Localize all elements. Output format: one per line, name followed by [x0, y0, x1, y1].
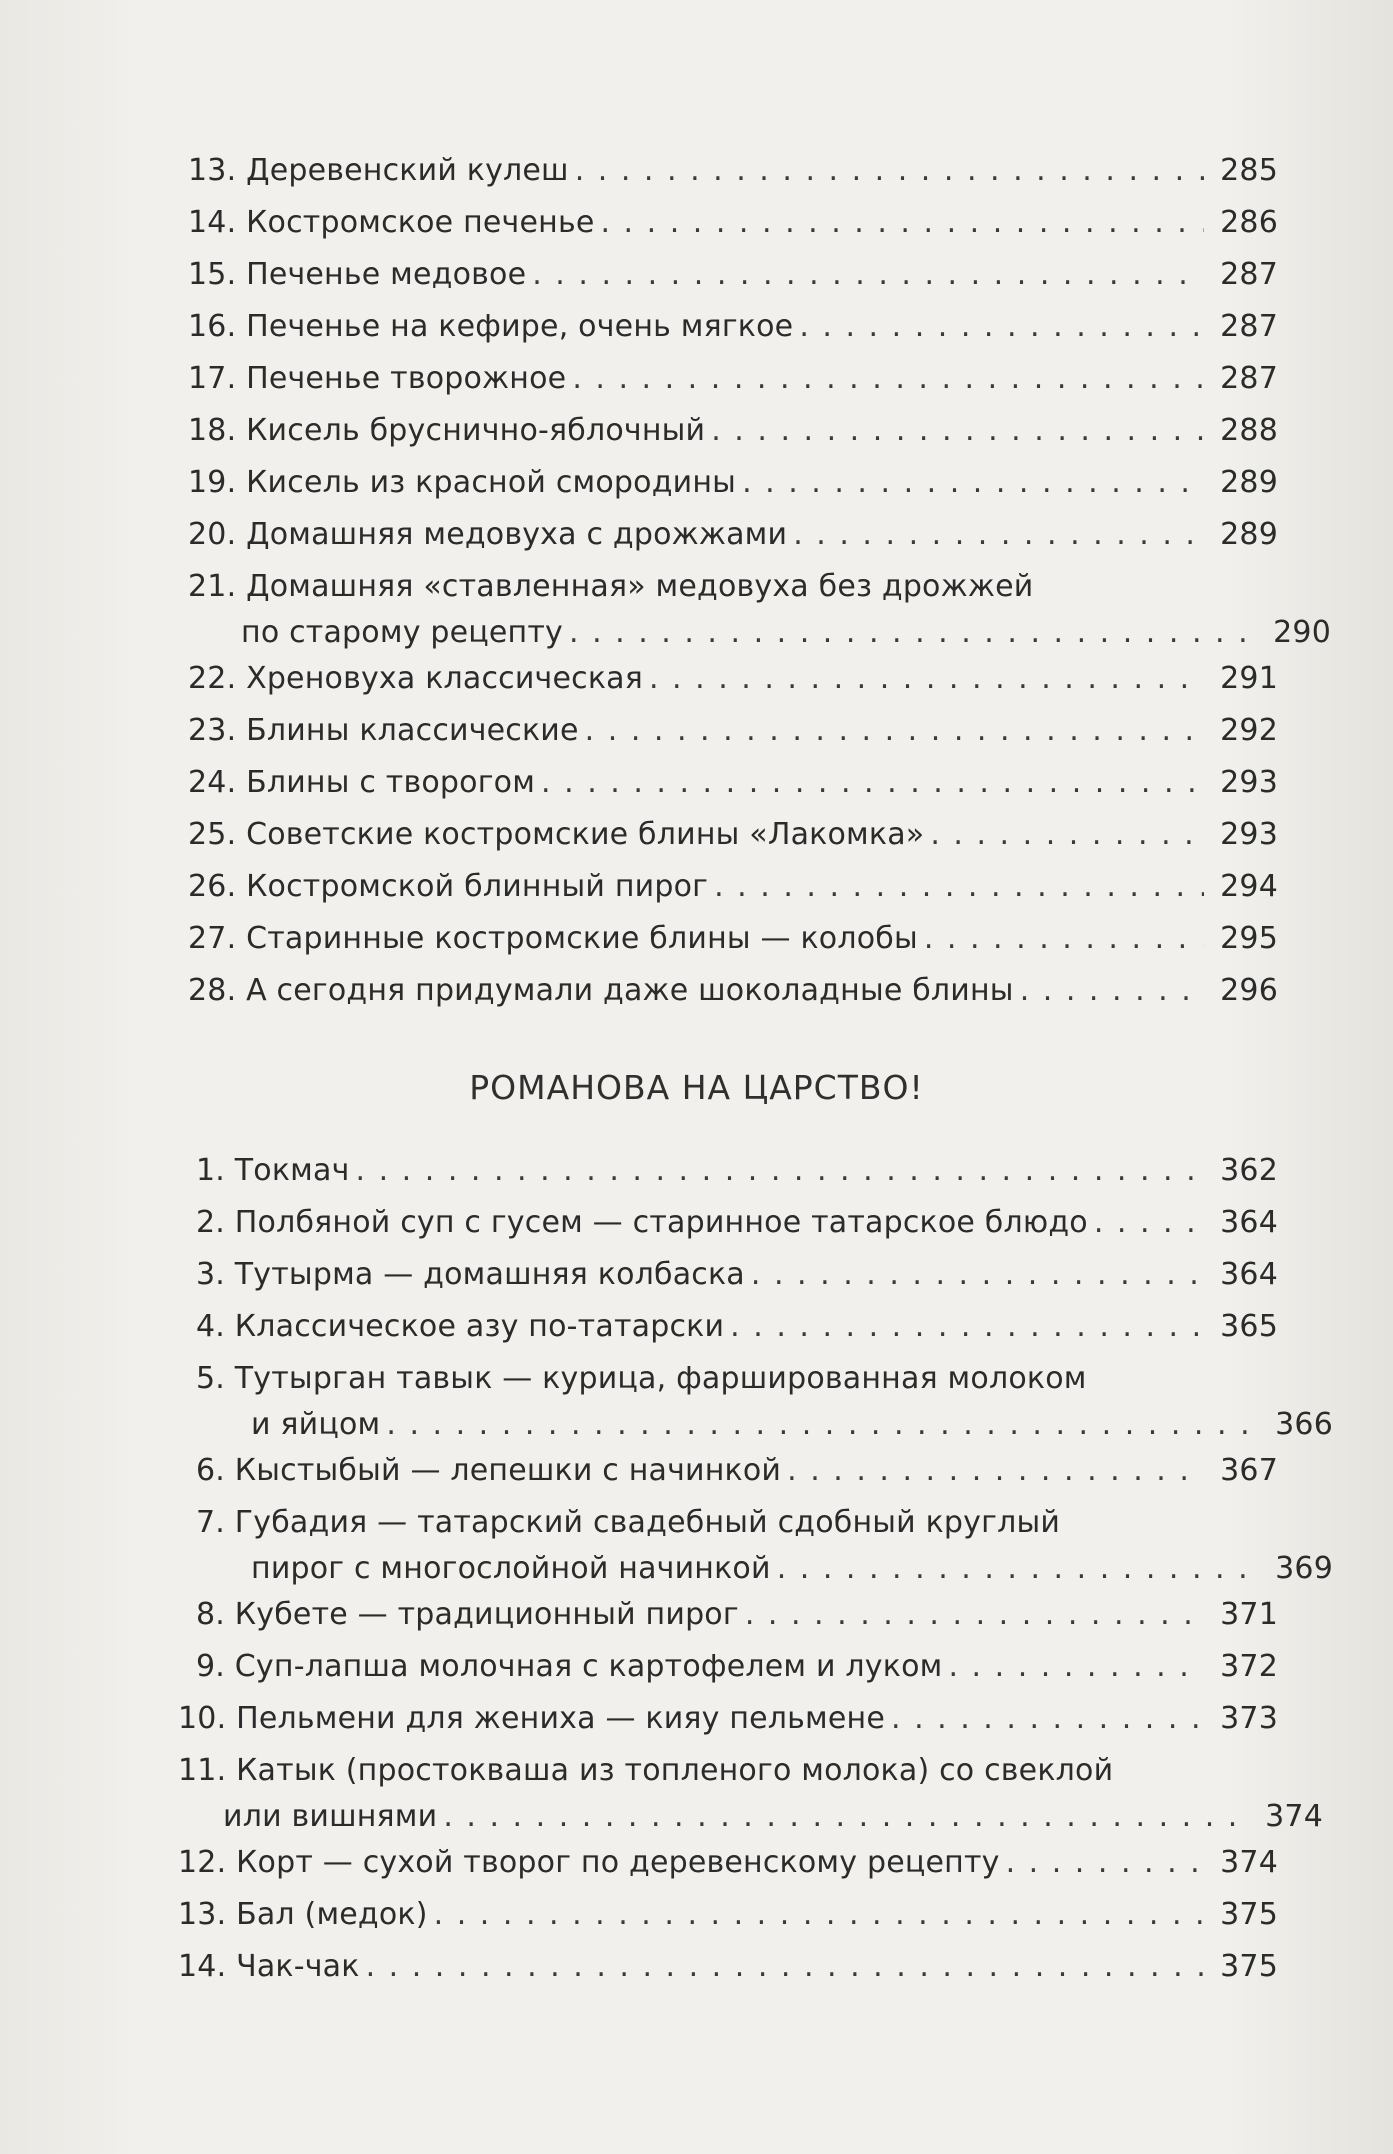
leader-dots	[1006, 1840, 1204, 1886]
toc-entry	[188, 408, 1278, 460]
entry-title: Костромской блинный пирог	[246, 869, 709, 904]
entry-page: 371	[1220, 1597, 1278, 1632]
entry-page: 364	[1220, 1257, 1278, 1292]
leader-dots	[930, 812, 1204, 858]
leader-dots	[649, 656, 1204, 702]
leader-dots	[386, 1402, 1259, 1448]
toc-entry	[188, 512, 1278, 564]
toc-entry	[196, 1252, 1278, 1304]
entry-page: 374	[1265, 1799, 1323, 1834]
entry-number: 6.	[196, 1453, 226, 1488]
entry-number: 28.	[188, 973, 237, 1008]
entry-number: 14.	[188, 205, 237, 240]
entry-page: 287	[1220, 309, 1278, 344]
entry-page: 364	[1220, 1205, 1278, 1240]
toc-entry	[188, 708, 1278, 760]
leader-dots	[366, 1944, 1204, 1990]
toc-entry	[178, 1944, 1278, 1996]
entry-number: 8.	[196, 1597, 226, 1632]
entry-page: 367	[1220, 1453, 1278, 1488]
entry-title: Кубете — традиционный пирог	[234, 1597, 739, 1632]
entry-number: 4.	[196, 1309, 226, 1344]
entry-title-continued: по старому рецепту	[241, 615, 563, 650]
toc-entry	[188, 564, 1331, 656]
entry-page: 373	[1220, 1701, 1278, 1736]
entry-title: Деревенский кулеш	[246, 153, 569, 188]
entry-number: 14.	[178, 1949, 227, 1984]
toc-entry	[188, 460, 1278, 512]
entry-number: 12.	[178, 1845, 227, 1880]
leader-dots	[572, 356, 1204, 402]
entry-number: 5.	[196, 1361, 226, 1396]
entry-title-continued: пирог с многослойной начинкой	[251, 1551, 771, 1586]
entry-number: 9.	[196, 1649, 226, 1684]
leader-dots	[575, 148, 1204, 194]
entry-title: Домашняя медовуха с дрожжами	[246, 517, 788, 552]
entry-title-continued: и яйцом	[251, 1407, 381, 1442]
entry-title: Костромское печенье	[246, 205, 595, 240]
entry-title: Чак-чак	[236, 1949, 360, 1984]
leader-dots	[356, 1148, 1204, 1194]
entry-title: Старинные костромские блины — колобы	[246, 921, 918, 956]
entry-title: Кисель бруснично-яблочный	[246, 413, 706, 448]
leader-dots	[742, 460, 1204, 506]
entry-title: Тутырма — домашняя колбаска	[234, 1257, 745, 1292]
entry-page: 369	[1275, 1551, 1333, 1586]
leader-dots	[799, 304, 1204, 350]
toc-entry	[188, 812, 1278, 864]
entry-page: 289	[1220, 517, 1278, 552]
toc-entry	[178, 1840, 1278, 1892]
entry-title: Печенье творожное	[246, 361, 567, 396]
entry-page: 374	[1220, 1845, 1278, 1880]
entry-number: 18.	[188, 413, 237, 448]
entry-number: 11.	[178, 1753, 227, 1788]
entry-page: 365	[1220, 1309, 1278, 1344]
entry-page: 287	[1220, 257, 1278, 292]
entry-number: 13.	[188, 153, 237, 188]
entry-page: 290	[1273, 615, 1331, 650]
toc-entry	[178, 1748, 1323, 1840]
entry-title: Печенье медовое	[246, 257, 527, 292]
toc-entry	[188, 148, 1278, 200]
toc-entry	[188, 200, 1278, 252]
entry-title: Блины классические	[246, 713, 579, 748]
toc-entry	[196, 1356, 1333, 1448]
toc-entry	[188, 916, 1278, 968]
entry-number: 15.	[188, 257, 237, 292]
leader-dots	[787, 1448, 1204, 1494]
entry-number: 19.	[188, 465, 237, 500]
entry-page: 293	[1220, 765, 1278, 800]
leader-dots	[714, 864, 1204, 910]
toc-entry	[188, 304, 1278, 356]
entry-number: 7.	[196, 1505, 226, 1540]
entry-page: 287	[1220, 361, 1278, 396]
toc-entry	[188, 656, 1278, 708]
leader-dots	[948, 1644, 1204, 1690]
entry-page: 289	[1220, 465, 1278, 500]
toc-entry	[178, 1696, 1278, 1748]
entry-title: Домашняя «ставленная» медовуха без дрожжей	[246, 569, 1034, 604]
entry-number: 25.	[188, 817, 237, 852]
entry-page: 291	[1220, 661, 1278, 696]
entry-page: 372	[1220, 1649, 1278, 1684]
toc-entry	[196, 1592, 1278, 1644]
entry-number: 27.	[188, 921, 237, 956]
toc-section-1	[188, 148, 1331, 1020]
entry-title: Советские костромские блины «Лакомка»	[246, 817, 925, 852]
entry-title: Катык (простокваша из топленого молока) со свеклой	[236, 1753, 1114, 1788]
leader-dots	[434, 1892, 1204, 1938]
entry-number: 20.	[188, 517, 237, 552]
toc-entry	[188, 356, 1278, 408]
toc-entry	[196, 1148, 1278, 1200]
entry-title: Корт — сухой творог по деревенскому рецепту	[236, 1845, 1000, 1880]
entry-number: 16.	[188, 309, 237, 344]
entry-number: 13.	[178, 1897, 227, 1932]
entry-title: Бал (медок)	[236, 1897, 428, 1932]
entry-number: 3.	[196, 1257, 226, 1292]
leader-dots	[600, 200, 1204, 246]
leader-dots	[730, 1304, 1204, 1350]
leader-dots	[1094, 1200, 1204, 1246]
leader-dots	[777, 1546, 1259, 1592]
entry-title: А сегодня придумали даже шоколадные блины	[246, 973, 1014, 1008]
leader-dots	[793, 512, 1204, 558]
section-heading: РОМАНОВА НА ЦАРСТВО!	[469, 1068, 924, 1107]
entry-number: 26.	[188, 869, 237, 904]
leader-dots	[569, 610, 1257, 656]
entry-page: 286	[1220, 205, 1278, 240]
entry-number: 10.	[178, 1701, 227, 1736]
entry-page: 366	[1275, 1407, 1333, 1442]
entry-page: 375	[1220, 1897, 1278, 1932]
toc-entry	[196, 1304, 1278, 1356]
leader-dots	[711, 408, 1204, 454]
entry-number: 22.	[188, 661, 237, 696]
entry-page: 296	[1220, 973, 1278, 1008]
entry-title: Блины с творогом	[246, 765, 536, 800]
entry-title: Полбяной суп с гусем — старинное татарское блюдо	[234, 1205, 1088, 1240]
toc-entry	[188, 252, 1278, 304]
toc-entry	[188, 864, 1278, 916]
leader-dots	[745, 1592, 1204, 1638]
entry-title: Токмач	[234, 1153, 350, 1188]
entry-number: 17.	[188, 361, 237, 396]
leader-dots	[751, 1252, 1204, 1298]
entry-page: 288	[1220, 413, 1278, 448]
entry-title: Кисель из красной смородины	[246, 465, 737, 500]
leader-dots	[532, 252, 1204, 298]
entry-number: 1.	[196, 1153, 226, 1188]
entry-title: Суп-лапша молочная с картофелем и луком	[234, 1649, 943, 1684]
entry-page: 285	[1220, 153, 1278, 188]
leader-dots	[924, 916, 1204, 962]
entry-page: 362	[1220, 1153, 1278, 1188]
toc-entry	[188, 968, 1278, 1020]
toc-entry	[178, 1892, 1278, 1944]
leader-dots	[891, 1696, 1204, 1742]
leader-dots	[1020, 968, 1204, 1014]
toc-entry	[196, 1200, 1278, 1252]
entry-title: Тутырган тавык — курица, фаршированная молоком	[234, 1361, 1087, 1396]
entry-title-continued: или вишнями	[223, 1799, 438, 1834]
entry-title: Губадия — татарский свадебный сдобный круглый	[234, 1505, 1061, 1540]
leader-dots	[541, 760, 1204, 806]
entry-number: 2.	[196, 1205, 226, 1240]
toc-entry	[196, 1500, 1333, 1592]
entry-page: 375	[1220, 1949, 1278, 1984]
entry-number: 24.	[188, 765, 237, 800]
entry-title: Хреновуха классическая	[246, 661, 643, 696]
toc-entry	[188, 760, 1278, 812]
entry-title: Печенье на кефире, очень мягкое	[246, 309, 794, 344]
entry-title: Кыстыбый — лепешки с начинкой	[234, 1453, 782, 1488]
entry-title: Пельмени для жениха — кияу пельмене	[236, 1701, 886, 1736]
toc-entry	[196, 1644, 1278, 1696]
leader-dots	[585, 708, 1204, 754]
entry-page: 293	[1220, 817, 1278, 852]
toc-section-2	[178, 1148, 1333, 1996]
entry-number: 23.	[188, 713, 237, 748]
entry-page: 294	[1220, 869, 1278, 904]
entry-page: 292	[1220, 713, 1278, 748]
leader-dots	[443, 1794, 1249, 1840]
entry-number: 21.	[188, 569, 237, 604]
entry-page: 295	[1220, 921, 1278, 956]
toc-entry	[196, 1448, 1278, 1500]
entry-title: Классическое азу по-татарски	[234, 1309, 725, 1344]
